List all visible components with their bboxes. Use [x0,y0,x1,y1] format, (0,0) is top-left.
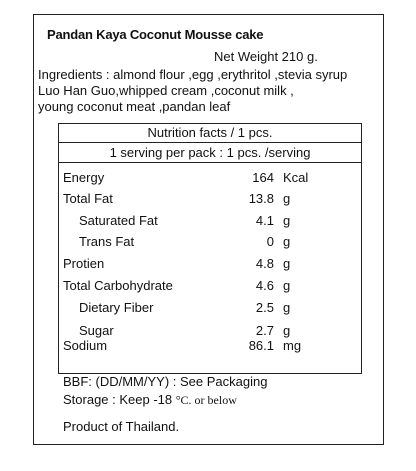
nutrient-name: Sodium [63,338,108,353]
ingredients-text: Ingredients : almond flour ,egg ,erythritol ,stevia syrup Luo Han Guo,whipped cream ,coconut milk , young coconut meat ,pandan leaf [38,67,348,114]
product-label [33,14,384,445]
nutrient-value: 164 [252,170,274,185]
nutrient-value: 2.5 [255,300,274,315]
storage-label: Storage : Keep -18 [63,392,176,407]
origin-text: Product of Thailand. [63,419,180,434]
nutrient-name: Saturated Fat [79,213,158,228]
best-before-text: BBF: (DD/MM/YY) : See Packaging [63,374,268,389]
nutrient-unit: g [283,278,291,293]
nutrient-row-energy [59,170,361,186]
nutrient-name: Protien [63,256,105,271]
serving-info: 1 serving per pack : 1 pcs. /serving [59,143,361,163]
nutrient-row-saturated-fat [59,213,361,229]
nutrient-row-total-fat [59,191,361,207]
nutrient-name: Trans Fat [79,234,135,249]
nutrient-unit: g [283,300,291,315]
nutrition-facts-table [58,123,362,374]
product-title: Pandan Kaya Coconut Mousse cake [47,27,264,42]
nutrient-row-trans-fat [59,234,361,250]
nutrition-facts-header: Nutrition facts / 1 pcs. [59,124,361,143]
nutrient-unit: Kcal [283,170,309,185]
nutrient-unit: g [283,323,291,338]
nutrient-unit: mg [283,338,302,353]
nutrient-unit: g [283,256,291,271]
nutrient-value: 4.6 [255,278,274,293]
nutrient-name: Dietary Fiber [79,300,154,315]
nutrient-value: 13.8 [248,191,274,206]
net-weight: Net Weight 210 g. [214,49,318,64]
nutrient-row-dietary-fiber [59,300,361,316]
nutrient-row-sodium [59,338,361,354]
nutrient-value: 2.7 [255,323,274,338]
nutrient-name: Total Fat [63,191,113,206]
nutrient-row-protein [59,256,361,272]
storage-temperature-note: °C. or below [175,393,237,407]
storage-text [63,392,237,408]
nutrient-name: Energy [63,170,105,185]
nutrient-unit: g [283,213,291,228]
nutrient-value: 4.1 [255,213,274,228]
nutrient-value: 4.8 [255,256,274,271]
nutrient-name: Sugar [79,323,114,338]
nutrient-row-total-carbohydrate [59,278,361,294]
nutrient-unit: g [283,234,291,249]
nutrient-value: 0 [266,234,274,249]
nutrient-row-sugar [59,323,361,339]
nutrient-value: 86.1 [248,338,274,353]
nutrient-unit: g [283,191,291,206]
nutrient-name: Total Carbohydrate [63,278,173,293]
